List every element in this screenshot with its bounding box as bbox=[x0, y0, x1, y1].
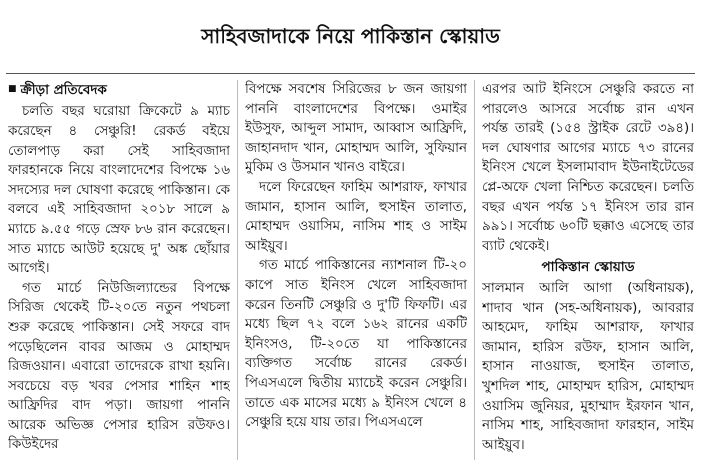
paragraph: এরপর আট ইনিংসে সেঞ্চুরি করতে না পারলেও আসরে সর্বোচ্চ রান এখন পর্যন্ত তারই (১৫৪ স্ট্রাইক রেটে ৩৯৪)। দল ঘোষণার আগের ম্যাচে ৭৩ রানের ইনিংস খেলে ইসলামাবাদ ইউনাইটেডের প্লে-অফে খেলা নিশ্চিত করেছেন। চলতি বছর এখন পর্যন্ত ১৭ ইনিংস তার রান ৯৯১। সর্বোচ্চ ৬০টি ছক্কাও এসেছে তার ব্যাট থেকেই। bbox=[482, 82, 694, 254]
column-divider bbox=[237, 80, 238, 460]
paragraph: গত মার্চে নিউজিল্যান্ডের বিপক্ষে সিরিজ থেকেই টি-২০তে নতুন পথচলা শুরু করেছে পাকিস্তান। সেই সফরে বাদ পড়েছিলেন বাবর আজম ও মোহাম্মদ রিজওয়ান। এবারো তাদেরকে রাখা হয়নি। সবচেয়ে বড় খবর পেসার শাহিন শাহ আফ্রিদির বাদ পড়া। জায়গা পাননি আরেক অভিজ্ঞ পেসার হারিস রউফও। কিউইদের bbox=[8, 280, 230, 453]
bullet-icon: ■ bbox=[8, 84, 17, 94]
squad-list: সালমান আলি আগা (অধিনায়ক), শাদাব খান (সহ-অধিনায়ক), আবরার আহমেদ, ফাহিম আশরাফ, ফাখার জামান, হারিস রউফ, হাসান আলি, হাসান নাওয়াজ, হুসাইন তালাত, খুশদিল শাহ, মোহাম্মদ হারিস, মোহাম্মদ ওয়াসিম জুনিয়র, মুহাম্মাদ ইরফান খান, নাসিম শাহ, সাহিবজাদা ফারহান, সাইম আইয়ুব। bbox=[482, 280, 694, 453]
squad-subheading: পাকিস্তান স্কোয়াড bbox=[541, 260, 635, 276]
paragraph: দলে ফিরেছেন ফাহিম আশরাফ, ফাখার জামান, হাসান আলি, হুসাইন তালাত, মোহাম্মদ ওয়াসিম, নাসিম শাহ ও সাইম আইয়ুব। bbox=[245, 179, 467, 254]
headline: সাহিবজাদাকে নিয়ে পাকিস্তান স্কোয়াড bbox=[201, 24, 500, 48]
column-divider bbox=[474, 80, 475, 460]
paragraph: বিপক্ষে সবশেষ সিরিজের ৮ জন জায়গা পাননি বাংলাদেশের বিপক্ষে। ওমাইর ইউসুফ, আব্দুল সামাদ, আব্বাস আফ্রিদি, জাহানদাদ খান, মোহাম্মদ আলি, সুফিয়ান মুকিম ও উসমান খানও বাইরে। bbox=[245, 82, 467, 176]
byline-text: ক্রীড়া প্রতিবেদক bbox=[20, 82, 107, 98]
byline bbox=[8, 80, 230, 100]
column-1 bbox=[8, 80, 230, 466]
paragraph: চলতি বছর ঘরোয়া ক্রিকেটে ৯ ম্যাচ করেছেন ৪ সেঞ্চুরি! রেকর্ড বইয়ে তোলপাড় করা সেই সাহিবজাদা ফারহানকে নিয়ে বাংলাদেশের বিপক্ষে ১৬ সদস্যের দল ঘোষণা করেছে পাকিস্তান। কে বলবে এই সাহিবজাদা ২০১৮ সালে ৯ ম্যাচে ৯.৫৫ গড়ে স্রেফ ৮৬ রান করেছেন। সাত ম্যাচে আউট হয়েছে দু' অঙ্ক ছোঁয়ার আগেই। bbox=[8, 104, 230, 277]
headline-rule bbox=[6, 73, 695, 74]
column-3 bbox=[482, 80, 694, 466]
paragraph: গত মার্চে পাকিস্তানের ন্যাশনাল টি-২০ কাপে সাত ইনিংস খেলে সাহিবজাদা করেন তিনটি সেঞ্চুরি ও দু'টি ফিফটি। এর মধ্যে ছিল ৭২ বলে ১৬২ রানের একটি ইনিংসও, টি-২০তে যা পাকিস্তানের ব্যক্তিগত সর্বোচ্চ রানের রেকর্ড। পিএসএলে দ্বিতীয় ম্যাচেই করেন সেঞ্চুরি। তাতে এক মাসের মধ্যে ৯ ইনিংস খেলে ৪ সেঞ্চুরি হয়ে যায় তার। পিএসএলে bbox=[245, 258, 467, 431]
column-2 bbox=[245, 80, 467, 466]
